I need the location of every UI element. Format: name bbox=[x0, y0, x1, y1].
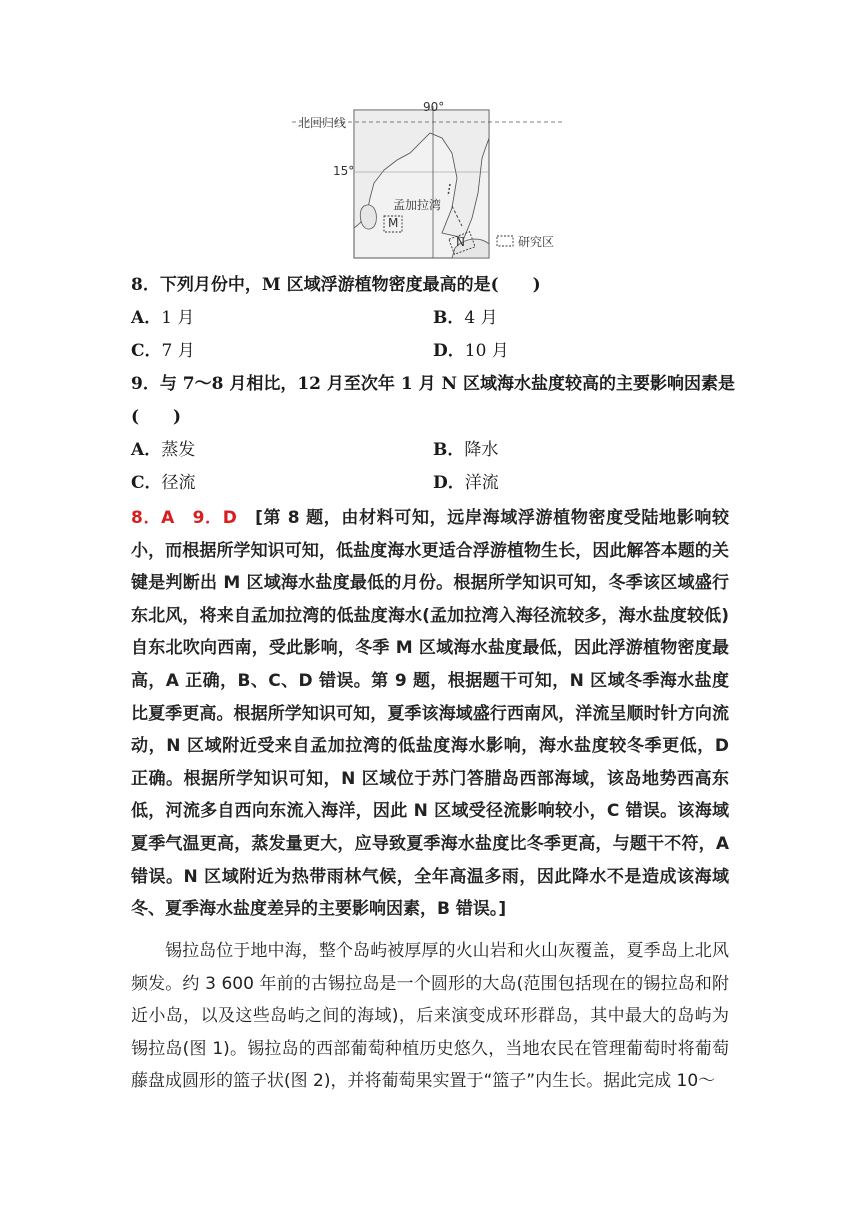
question-8-stem: 8．下列月份中，M 区域浮游植物密度最高的是( ) bbox=[131, 275, 541, 295]
q8-option-d: D．10 月 bbox=[433, 341, 509, 361]
answer-explanation bbox=[131, 502, 729, 926]
longitude-90-label: 90° bbox=[423, 100, 445, 114]
bay-of-bengal-map bbox=[292, 98, 567, 263]
q9-option-a: A．蒸发 bbox=[131, 440, 196, 460]
region-m-label: M bbox=[388, 216, 399, 230]
answer-keys: 8．A 9．D bbox=[131, 508, 237, 528]
question-9-stem: 9．与 7～8 月相比，12 月至次年 1 月 N 区域海水盐度较高的主要影响因素是 bbox=[131, 374, 735, 394]
reading-passage: 锡拉岛位于地中海，整个岛屿被厚厚的火山岩和火山灰覆盖，夏季岛上北风频发。约 3 600 年前的古锡拉岛是一个圆形的大岛(范围包括现在的锡拉岛和附近小岛，以及这些岛屿之间的海域)，后来演变成环形群岛，其中最大的岛屿为锡拉岛(图 1)。锡拉岛的西部葡萄种植历史悠久，当地农民在管理葡萄时将葡萄藤盘成圆形的篮子状(图 2)，并将葡萄果实置于“篮子”内生长。据此完成 10～ bbox=[131, 941, 729, 1092]
legend-study-area-label: 研究区 bbox=[518, 235, 555, 249]
bay-of-bengal-label: 孟加拉湾 bbox=[393, 198, 442, 212]
q8-option-a: A．1 月 bbox=[131, 308, 195, 328]
answer-text: [第 8 题，由材料可知，远岸海域浮游植物密度受陆地影响较小，而根据所学知识可知，低盐度海水更适合浮游植物生长，因此解答本题的关键是判断出 M 区域海水盐度最低的月份。根据所学知识可知，冬季该区域盛行东北风，将来自孟加拉湾的低盐度海水(孟加拉湾入海径流较多，海水盐度较低)自东北吹向西南，受此影响，冬季 M 区域海水盐度最低，因此浮游植物密度最高，A 正确，B、C、D 错误。第 9 题，根据题干可知，N 区域冬季海水盐度比夏季更高。根据所学知识可知，夏季该海域盛行西南风，洋流呈顺时针方向流动，N 区域附近受来自孟加拉湾的低盐度海水影响，海水盐度较冬季更低，D 正确。根据所学知识可知，N 区域位于苏门答腊岛西部海域，该岛地势西高东低，河流多自西向东流入海洋，因此 N 区域受径流影响较小，C 错误。该海域夏季气温更高，蒸发量更大，应导致夏季海水盐度比冬季更高，与题干不符，A 错误。N 区域附近为热带雨林气候，全年高温多雨，因此降水不是造成该海域冬、夏季海水盐度差异的主要影响因素，B 错误。] bbox=[131, 508, 729, 920]
q9-option-c: C．径流 bbox=[131, 473, 196, 493]
latitude-15-label: 15° bbox=[333, 164, 355, 178]
region-n-label: N bbox=[456, 235, 465, 249]
tropic-of-cancer-label: 北回归线 bbox=[298, 116, 347, 130]
q9-option-d: D．洋流 bbox=[433, 473, 499, 493]
q8-option-b: B．4 月 bbox=[433, 308, 498, 328]
q9-option-b: B．降水 bbox=[433, 440, 499, 460]
question-9-stem-cont: ( ) bbox=[131, 407, 182, 427]
q8-option-c: C．7 月 bbox=[131, 341, 195, 361]
